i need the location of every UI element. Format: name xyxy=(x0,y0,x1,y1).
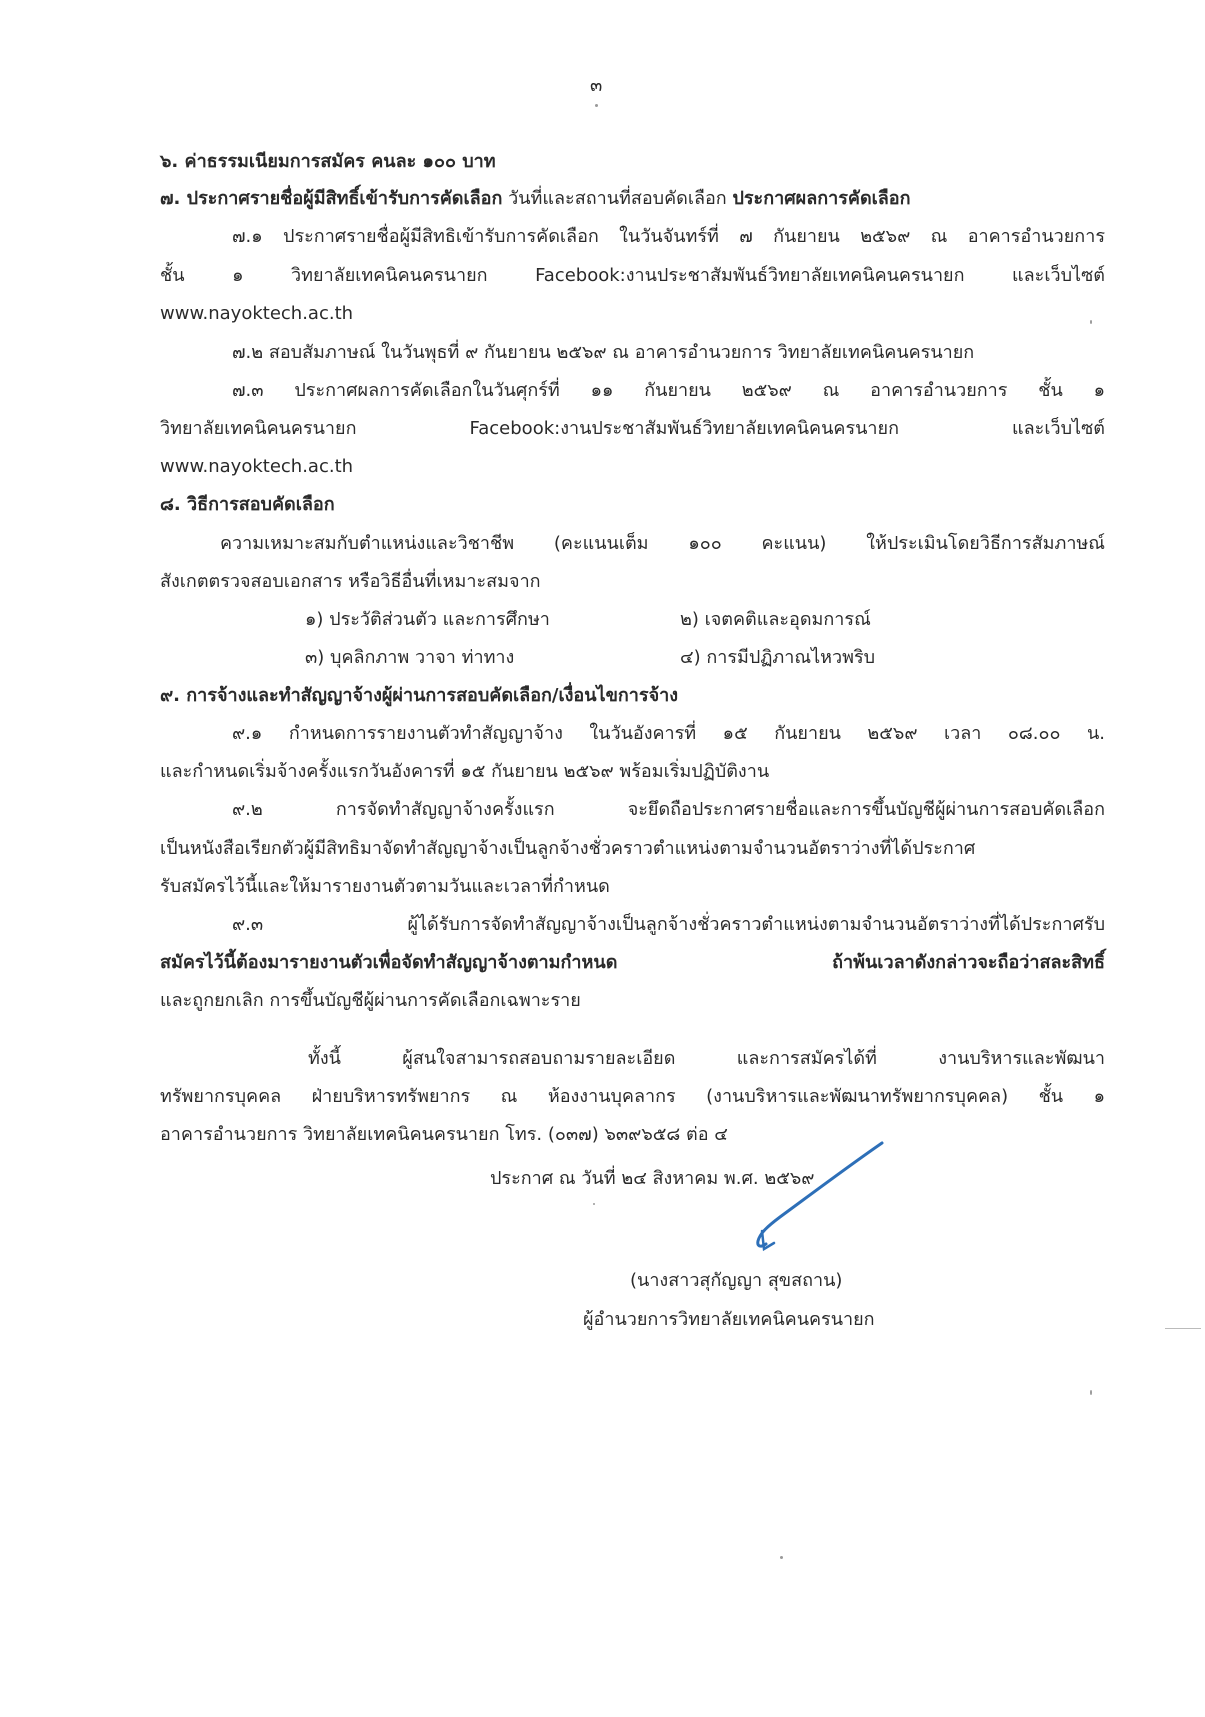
criteria-item: ๑) ประวัติส่วนตัว และการศึกษา xyxy=(305,609,550,630)
section-9-2-line-2: เป็นหนังสือเรียกตัวผู้มีสิทธิมาจัดทำสัญญาจ้างเป็นลูกจ้างชั่วคราวตำแหน่งตามจำนวนอัตราว่างที่ได้ประกาศ xyxy=(160,838,976,859)
section-7-heading xyxy=(160,185,911,213)
section-9-heading: ๙. การจ้างและทำสัญญาจ้างผู้ผ่านการสอบคัดเลือก/เงื่อนไขการจ้าง xyxy=(160,685,679,706)
section-7-1-website: www.nayoktech.ac.th xyxy=(160,303,354,324)
closing-line-3: อาคารอำนวยการ วิทยาลัยเทคนิคนครนายก โทร. (๐๓๗) ๖๓๙๖๕๘ ต่อ ๔ xyxy=(160,1124,728,1145)
section-7-3-website: www.nayoktech.ac.th xyxy=(160,456,354,477)
section-9-1-line-2: และกำหนดเริ่มจ้างครั้งแรกวันอังคารที่ ๑๕ กันยายน ๒๕๖๙ พร้อมเริ่มปฏิบัติงาน xyxy=(160,761,770,782)
scan-speck xyxy=(1090,1390,1092,1395)
section-6-heading: ๖. ค่าธรรมเนียมการสมัคร คนละ ๑๐๐ บาท xyxy=(160,151,496,172)
scan-speck xyxy=(1090,320,1092,324)
section-7-3-line-2: วิทยาลัยเทคนิคนครนายก Facebook:งานประชาสัมพันธ์วิทยาลัยเทคนิคนครนายก และเว็บไซต์ xyxy=(160,418,1105,439)
criteria-item: ๔) การมีปฏิภาณไหวพริบ xyxy=(680,647,876,668)
section-9-2-line-1: ๙.๒ การจัดทำสัญญาจ้างครั้งแรก จะยึดถือประกาศรายชื่อและการขึ้นบัญชีผู้ผ่านการสอบคัดเลือก xyxy=(232,799,1105,820)
section-7-2-line-1: ๗.๒ สอบสัมภาษณ์ ในวันพุธที่ ๙ กันยายน ๒๕๖๙ ณ อาคารอำนวยการ วิทยาลัยเทคนิคนครนายก xyxy=(232,342,975,363)
section-7-heading-a: ๗. ประกาศรายชื่อผู้มีสิทธิ์เข้ารับการคัดเลือก xyxy=(160,188,503,209)
closing-line-2: ทรัพยากรบุคคล ฝ่ายบริหารทรัพยากร ณ ห้องงานบุคลากร (งานบริหารและพัฒนาทรัพยากรบุคคล) ชั้น ๑ xyxy=(160,1086,1105,1107)
scan-speck xyxy=(593,1203,595,1205)
section-8-heading: ๘. วิธีการสอบคัดเลือก xyxy=(160,494,335,515)
section-7-1-line-2: ชั้น ๑ วิทยาลัยเทคนิคนครนายก Facebook:งานประชาสัมพันธ์วิทยาลัยเทคนิคนครนายก และเว็บไซต์ xyxy=(160,265,1105,286)
section-9-3-line-1: ๙.๓ ผู้ได้รับการจัดทำสัญญาจ้างเป็นลูกจ้างชั่วคราวตำแหน่งตามจำนวนอัตราว่างที่ได้ประกาศรับ xyxy=(232,914,1105,935)
section-9-1-line-1: ๙.๑ กำหนดการรายงานตัวทำสัญญาจ้าง ในวันอังคารที่ ๑๕ กันยายน ๒๕๖๙ เวลา ๐๘.๐๐ น. xyxy=(232,723,1105,744)
scan-speck xyxy=(780,1556,783,1559)
criteria-item: ๒) เจตคติและอุดมการณ์ xyxy=(680,609,871,630)
section-8-para-line-1: ความเหมาะสมกับตำแหน่งและวิชาชีพ (คะแนนเต็ม ๑๐๐ คะแนน) ให้ประเมินโดยวิธีการสัมภาษณ์ xyxy=(220,533,1105,554)
section-9-3-line-3: และถูกยกเลิก การขึ้นบัญชีผู้ผ่านการคัดเลือกเฉพาะราย xyxy=(160,990,581,1011)
section-9-3-line-2: สมัครไว้นี้ต้องมารายงานตัวเพื่อจัดทำสัญญาจ้างตามกำหนด ถ้าพ้นเวลาดังกล่าวจะถือว่าสละสิทธิ์ xyxy=(160,952,1105,973)
page-number: ๓ xyxy=(590,75,603,96)
section-7-3-line-1: ๗.๓ ประกาศผลการคัดเลือกในวันศุกร์ที่ ๑๑ กันยายน ๒๕๖๙ ณ อาคารอำนวยการ ชั้น ๑ xyxy=(232,380,1105,401)
closing-line-1: ทั้งนี้ ผู้สนใจสามารถสอบถามรายละเอียด และการสมัครได้ที่ งานบริหารและพัฒนา xyxy=(308,1048,1105,1069)
criteria-item: ๓) บุคลิกภาพ วาจา ท่าทาง xyxy=(305,647,515,668)
scan-speck xyxy=(595,104,598,107)
scan-edge-mark xyxy=(1165,1328,1201,1329)
section-7-1-line-1: ๗.๑ ประกาศรายชื่อผู้มีสิทธิเข้ารับการคัดเลือก ในวันจันทร์ที่ ๗ กันยายน ๒๕๖๙ ณ อาคารอำนวยการ xyxy=(232,226,1105,247)
section-7-heading-c: ประกาศผลการคัดเลือก xyxy=(732,188,911,209)
section-7-heading-b: วันที่และสถานที่สอบคัดเลือก xyxy=(508,188,727,209)
signer-name: (นางสาวสุกัญญา สุขสถาน) xyxy=(630,1270,843,1291)
section-8-para-line-2: สังเกตตรวจสอบเอกสาร หรือวิธีอื่นที่เหมาะสมจาก xyxy=(160,571,541,592)
signature-mark xyxy=(700,1135,890,1265)
section-9-2-line-3: รับสมัครไว้นี้และให้มารายงานตัวตามวันและเวลาที่กำหนด xyxy=(160,876,610,897)
signer-title: ผู้อำนวยการวิทยาลัยเทคนิคนครนายก xyxy=(583,1309,875,1330)
announce-date: ประกาศ ณ วันที่ ๒๔ สิงหาคม พ.ศ. ๒๕๖๙ xyxy=(490,1168,815,1189)
